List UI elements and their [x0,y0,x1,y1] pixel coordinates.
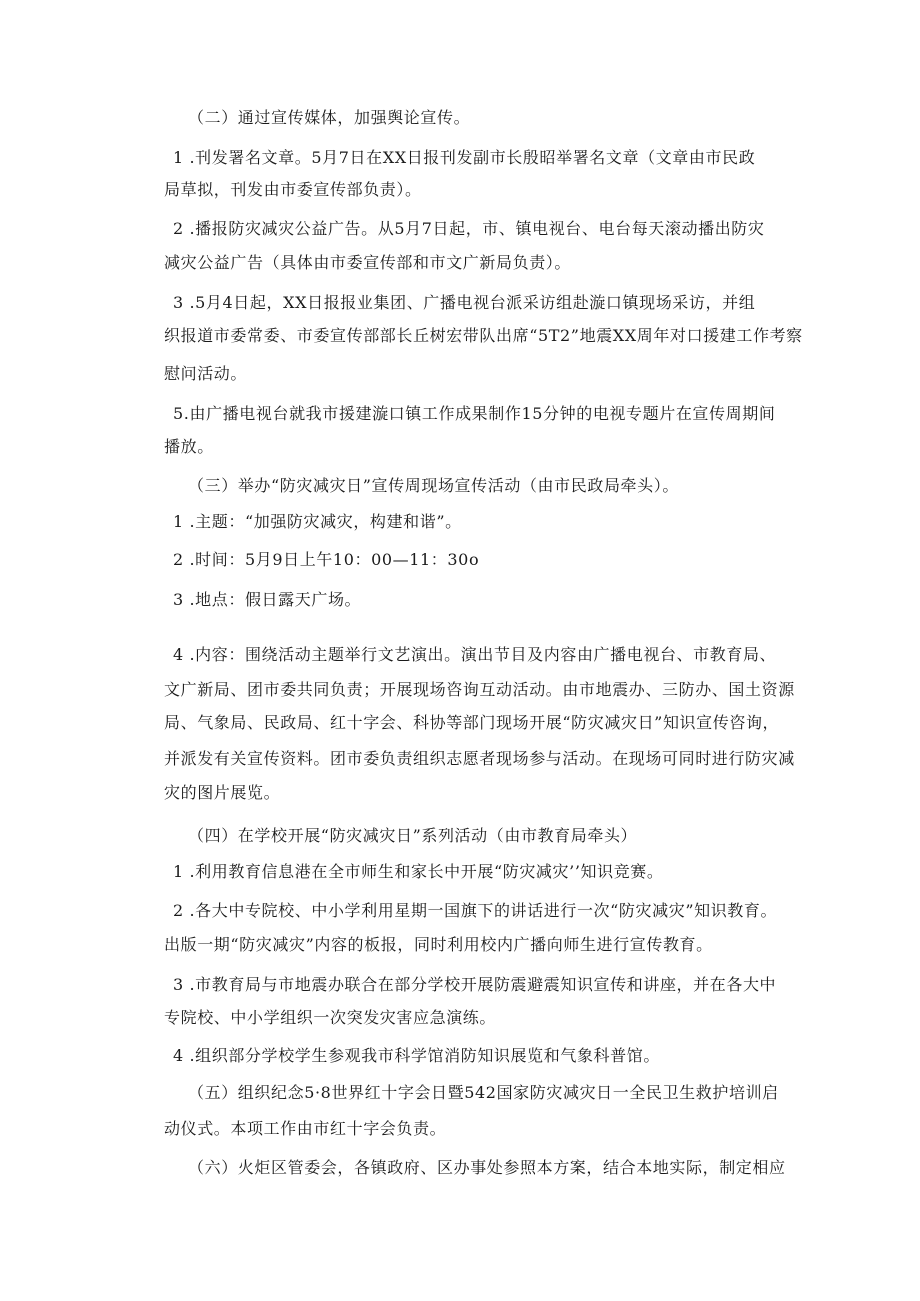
paragraph-line: 1 .刊发署名文章。5月7日在XX日报刊发副市长殷昭举署名文章（文章由市民政 [173,148,756,167]
paragraph-line: 1 .利用教育信息港在全市师生和家长中开展“防灾减灾’’知识竞赛。 [173,862,664,881]
paragraph-line: 文广新局、团市委共同负责；开展现场咨询互动活动。由市地震办、三防办、国土资源 [164,680,795,699]
paragraph-line: 专院校、中小学组织一次突发灾害应急演练。 [164,1008,497,1027]
paragraph-line: 3 .地点：假日露天广场。 [173,590,362,609]
paragraph-line: 1 .主题：“加强防灾减灾，构建和谐”。 [173,512,462,531]
section-heading-5: （五）组织纪念5·8世界红十字会日暨542国家防灾减灾日一全民卫生救护培训启 [188,1083,779,1102]
section-heading-4: （四）在学校开展“防灾减灾日”系列活动（由市教育局牵头） [188,826,638,845]
paragraph-line: 织报道市委常委、市委宣传部部长丘树宏带队出席“5T2”地震XX周年对口援建工作考察 [164,326,803,345]
paragraph-line: 局草拟，刊发由市委宣传部负责）。 [164,180,422,199]
paragraph-line: 减灾公益广告（具体由市委宣传部和市文广新局负责）。 [164,253,572,272]
paragraph-line: 3 .5月4日起，XX日报报业集团、广播电视台派采访组赴漩口镇现场采访，并组 [173,293,756,312]
paragraph-line: 2 .播报防灾减灾公益广告。从5月7日起，市、镇电视台、电台每天滚动播出防灾 [173,219,765,238]
paragraph-line: 慰问活动。 [164,364,248,383]
section-heading-2: （二）通过宣传媒体，加强舆论宣传。 [188,108,471,127]
paragraph-line: 2 .各大中专院校、中小学利用星期一国旗下的讲话进行一次“防灾减灾”知识教育。 [173,901,778,920]
section-heading-6: （六）火炬区管委会，各镇政府、区办事处参照本方案，结合本地实际，制定相应 [188,1158,786,1177]
paragraph-line: 3 .市教育局与市地震办联合在部分学校开展防震避震知识宣传和讲座，并在各大中 [173,975,777,994]
paragraph-line: 4 .内容：围绕活动主题举行文艺演出。演出节目及内容由广播电视台、市教育局、 [173,645,777,664]
paragraph-line: 2 .时间：5月9日上午10：00—11：30o [173,550,480,569]
paragraph-line: 灾的图片展览。 [164,783,281,802]
paragraph-line: 5.由广播电视台就我市援建漩口镇工作成果制作15分钟的电视专题片在宣传周期间 [173,404,776,423]
paragraph-line: 局、气象局、民政局、红十字会、科协等部门现场开展“防灾减灾日”知识宣传咨询， [164,713,780,732]
paragraph-line: 出版一期“防灾减灾”内容的板报，同时利用校内广播向师生进行宣传教育。 [164,935,713,954]
paragraph-line: 4 .组织部分学校学生参观我市科学馆消防知识展览和气象科普馆。 [173,1046,660,1065]
paragraph-line: 播放。 [164,437,214,456]
paragraph-line: 动仪式。本项工作由市红十字会负责。 [164,1119,447,1138]
paragraph-line: 并派发有关宣传资料。团市委负责组织志愿者现场参与活动。在现场可同时进行防灾减 [164,749,795,768]
section-heading-3: （三）举办“防灾减灾日”宣传周现场宣传活动（由市民政局牵头）。 [188,476,679,495]
